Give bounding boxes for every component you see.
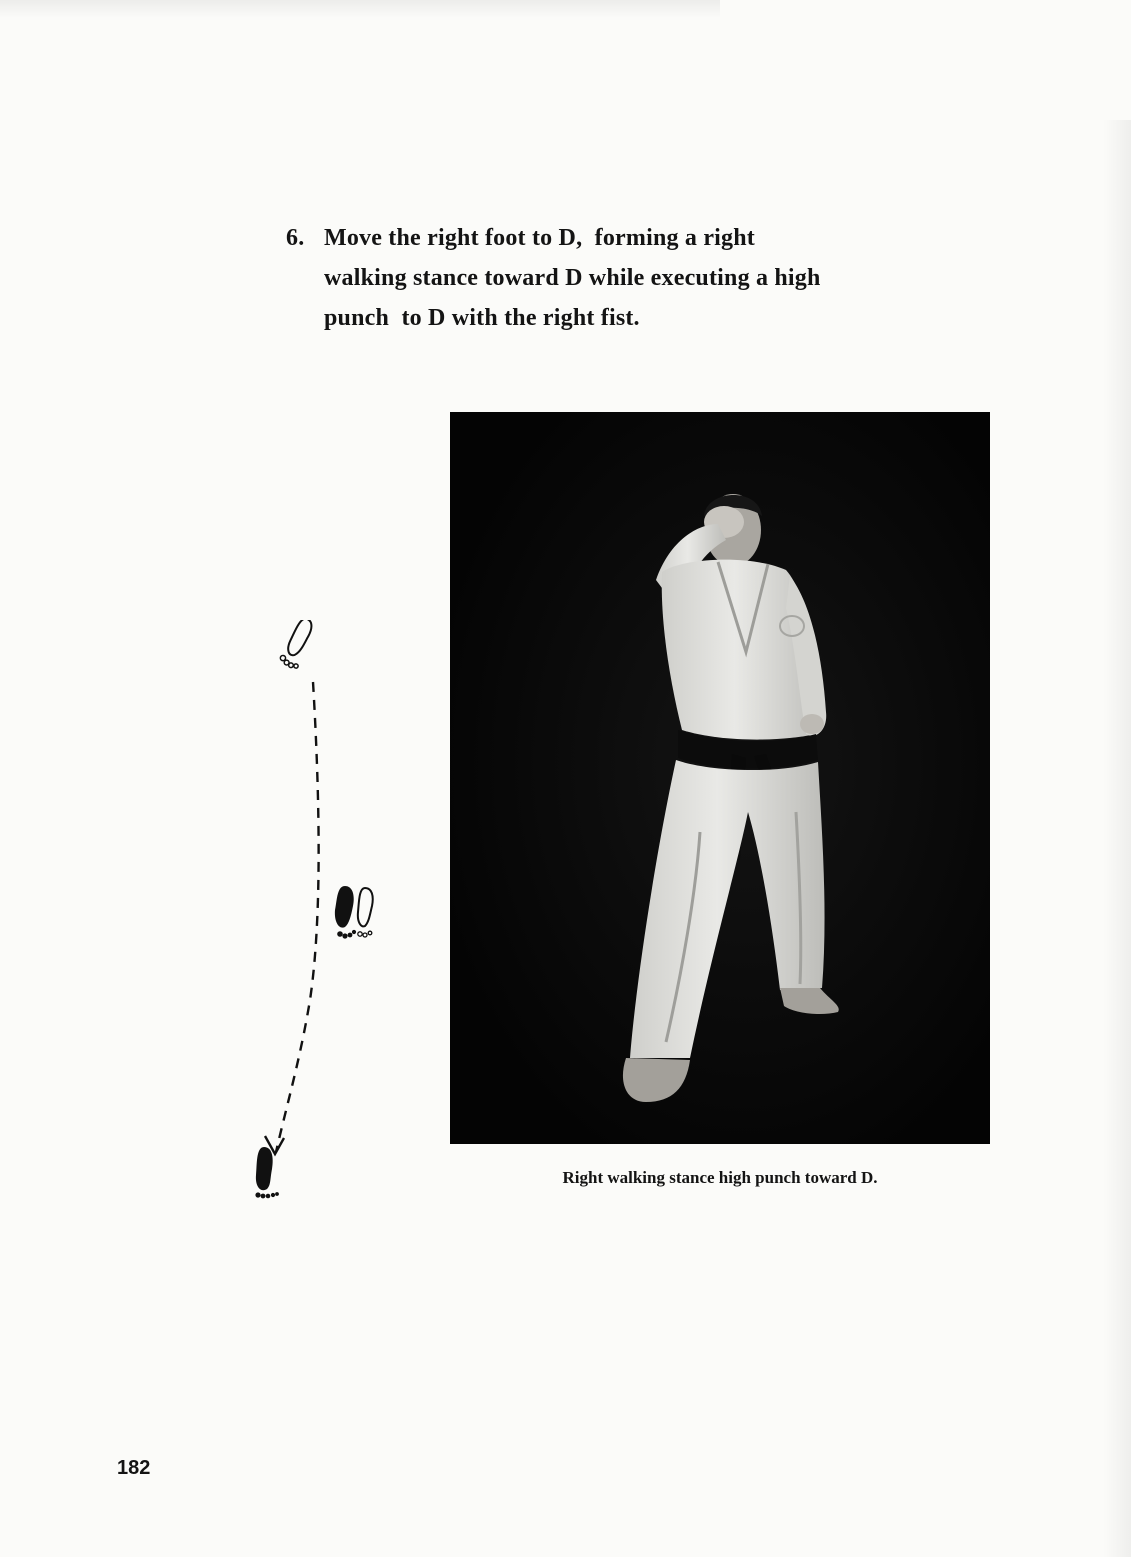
instruction-line-2: walking stance toward D while executing a high xyxy=(324,265,821,291)
technique-photo xyxy=(450,412,990,1144)
instruction-text-1: Move the right foot to D, forming a right xyxy=(324,225,755,251)
step-instruction xyxy=(286,218,886,338)
step-number: 6. xyxy=(286,225,305,251)
scan-edge-shadow xyxy=(0,0,720,18)
instruction-line-3: punch to D with the right fist. xyxy=(324,305,640,331)
start-footprint-icon xyxy=(278,620,314,670)
photo-caption: Right walking stance high punch toward D. xyxy=(562,1168,878,1187)
movement-path-line xyxy=(276,682,319,1152)
instruction-line-1 xyxy=(286,218,886,258)
middle-footprints-icon xyxy=(335,886,373,939)
page-number: 182 xyxy=(117,1457,151,1479)
footstep-diagram xyxy=(240,620,390,1210)
page-gutter-shadow xyxy=(1103,120,1131,1557)
